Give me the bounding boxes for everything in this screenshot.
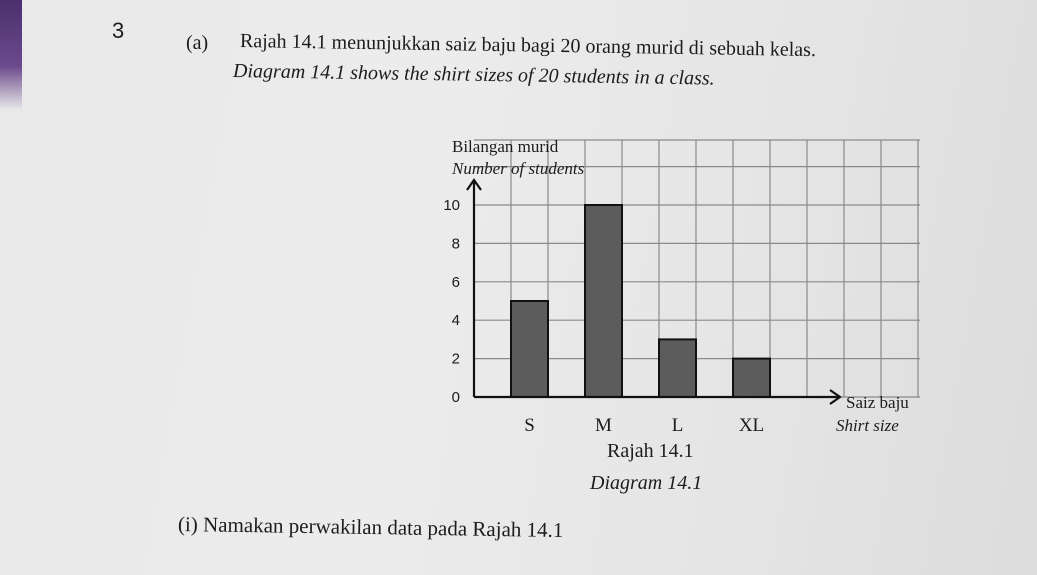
y-axis-label-english: Number of students: [452, 159, 585, 178]
chart-bars: [511, 205, 770, 397]
bar-s: [511, 301, 548, 397]
x-axis-label-malay: Saiz baju: [846, 393, 909, 412]
bar-m: [585, 205, 622, 397]
y-tick-label: 4: [451, 312, 460, 330]
y-axis-label-malay: Bilangan murid: [452, 137, 559, 156]
x-tick-label: XL: [738, 415, 765, 436]
y-tick-label: 2: [451, 350, 460, 368]
x-axis-label-english: Shirt size: [836, 416, 899, 435]
chart-y-ticks: [443, 197, 460, 406]
question-text-malay: Rajah 14.1 menunjukkan saiz baju bagi 20 orang murid di sebuah kelas.: [239, 30, 817, 62]
bar-xl: [733, 359, 770, 397]
x-tick-label: M: [595, 415, 612, 436]
x-tick-label: L: [671, 415, 684, 436]
y-tick-label: 8: [451, 235, 460, 253]
diagram-caption-english: Diagram 14.1: [590, 472, 703, 494]
question-number: 3: [112, 18, 125, 43]
bar-l: [659, 339, 696, 397]
x-tick-label: S: [524, 415, 535, 436]
y-tick-label: 6: [451, 273, 460, 291]
sub-question-text: (i) Namakan perwakilan data pada Rajah 14.1: [177, 512, 564, 543]
y-tick-label: 0: [451, 389, 460, 406]
chart-x-categories: [524, 415, 764, 436]
y-tick-label: 10: [443, 197, 460, 214]
question-part: (a): [186, 32, 209, 54]
question-text-english: Diagram 14.1 shows the shirt sizes of 20 students in a class.: [232, 60, 715, 90]
diagram-caption-malay: Rajah 14.1: [607, 440, 694, 462]
